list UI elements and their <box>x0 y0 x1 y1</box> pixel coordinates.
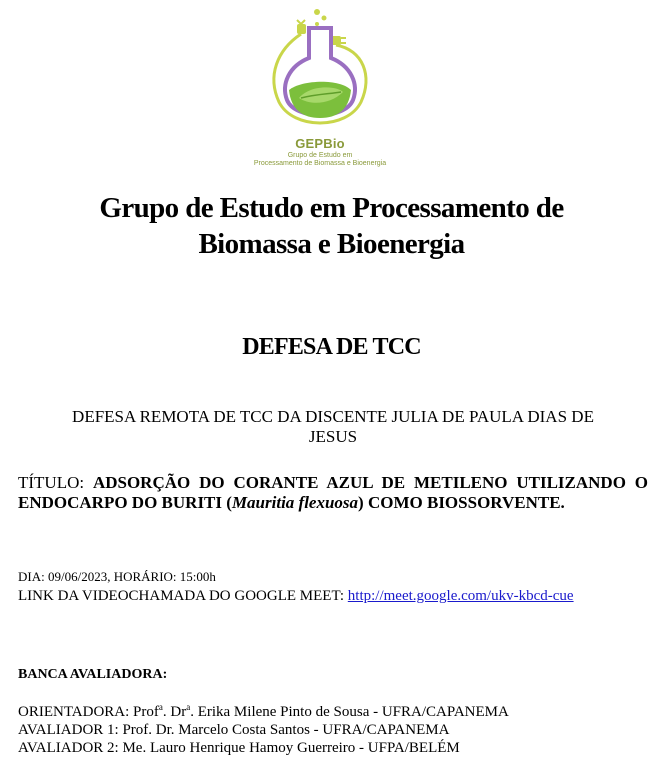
banca-heading: BANCA AVALIADORA: <box>18 667 168 682</box>
remote-defense-announcement <box>18 407 648 447</box>
schedule-text: DIA: 09/06/2023, HORÁRIO: 15:00h <box>18 569 216 584</box>
flask-plug-icon <box>257 6 383 134</box>
member-orientadora <box>18 703 509 721</box>
thesis-title-part2: ) COMO BIOSSORVENTE. <box>358 493 565 512</box>
thesis-label: TÍTULO: <box>18 473 93 492</box>
orientadora-sup1: a <box>158 702 163 712</box>
group-title-line2: Biomassa e Bioenergia <box>198 228 465 260</box>
remote-line1: DEFESA REMOTA DE TCC DA DISCENTE JULIA DE PAULA DIAS DE <box>72 407 594 426</box>
thesis-title-part1: ADSORÇÃO DO CORANTE AZUL DE METILENO UTILIZANDO O ENDOCARPO DO BURITI ( <box>18 473 648 512</box>
logo-brand-name: GEPBio <box>295 136 345 151</box>
member-avaliador2: AVALIADOR 2: Me. Lauro Henrique Hamoy Guerreiro - UFPA/BELÉM <box>18 740 460 756</box>
gepbio-logo <box>245 6 395 168</box>
remote-line2: JESUS <box>308 427 358 446</box>
orientadora-sup2: a <box>186 702 191 712</box>
logo-subtitle-line1: Grupo de Estudo em <box>287 152 353 159</box>
member-avaliador1: AVALIADOR 1: Prof. Dr. Marcelo Costa Santos - UFRA/CAPANEMA <box>18 722 450 738</box>
orientadora-text-b: . Dr <box>162 704 187 720</box>
group-title <box>0 190 663 262</box>
group-title-line1: Grupo de Estudo em Processamento de <box>99 192 564 224</box>
orientadora-text-c: . Erika Milene Pinto de Sousa - UFRA/CAPANEMA <box>190 704 509 720</box>
orientadora-text-a: ORIENTADORA: Prof <box>18 704 159 720</box>
meet-label: LINK DA VIDEOCHAMADA DO GOOGLE MEET: <box>18 588 348 604</box>
thesis-title <box>18 473 648 513</box>
meet-line <box>18 587 574 605</box>
meet-link[interactable]: http://meet.google.com/ukv-kbcd-cue <box>347 588 574 604</box>
banca-members <box>18 703 509 757</box>
logo-subtitle-line2: Processamento de Biomassa e Bioenergia <box>253 160 387 167</box>
thesis-species: Mauritia flexuosa <box>231 493 359 512</box>
page-heading: DEFESA DE TCC <box>242 334 421 360</box>
